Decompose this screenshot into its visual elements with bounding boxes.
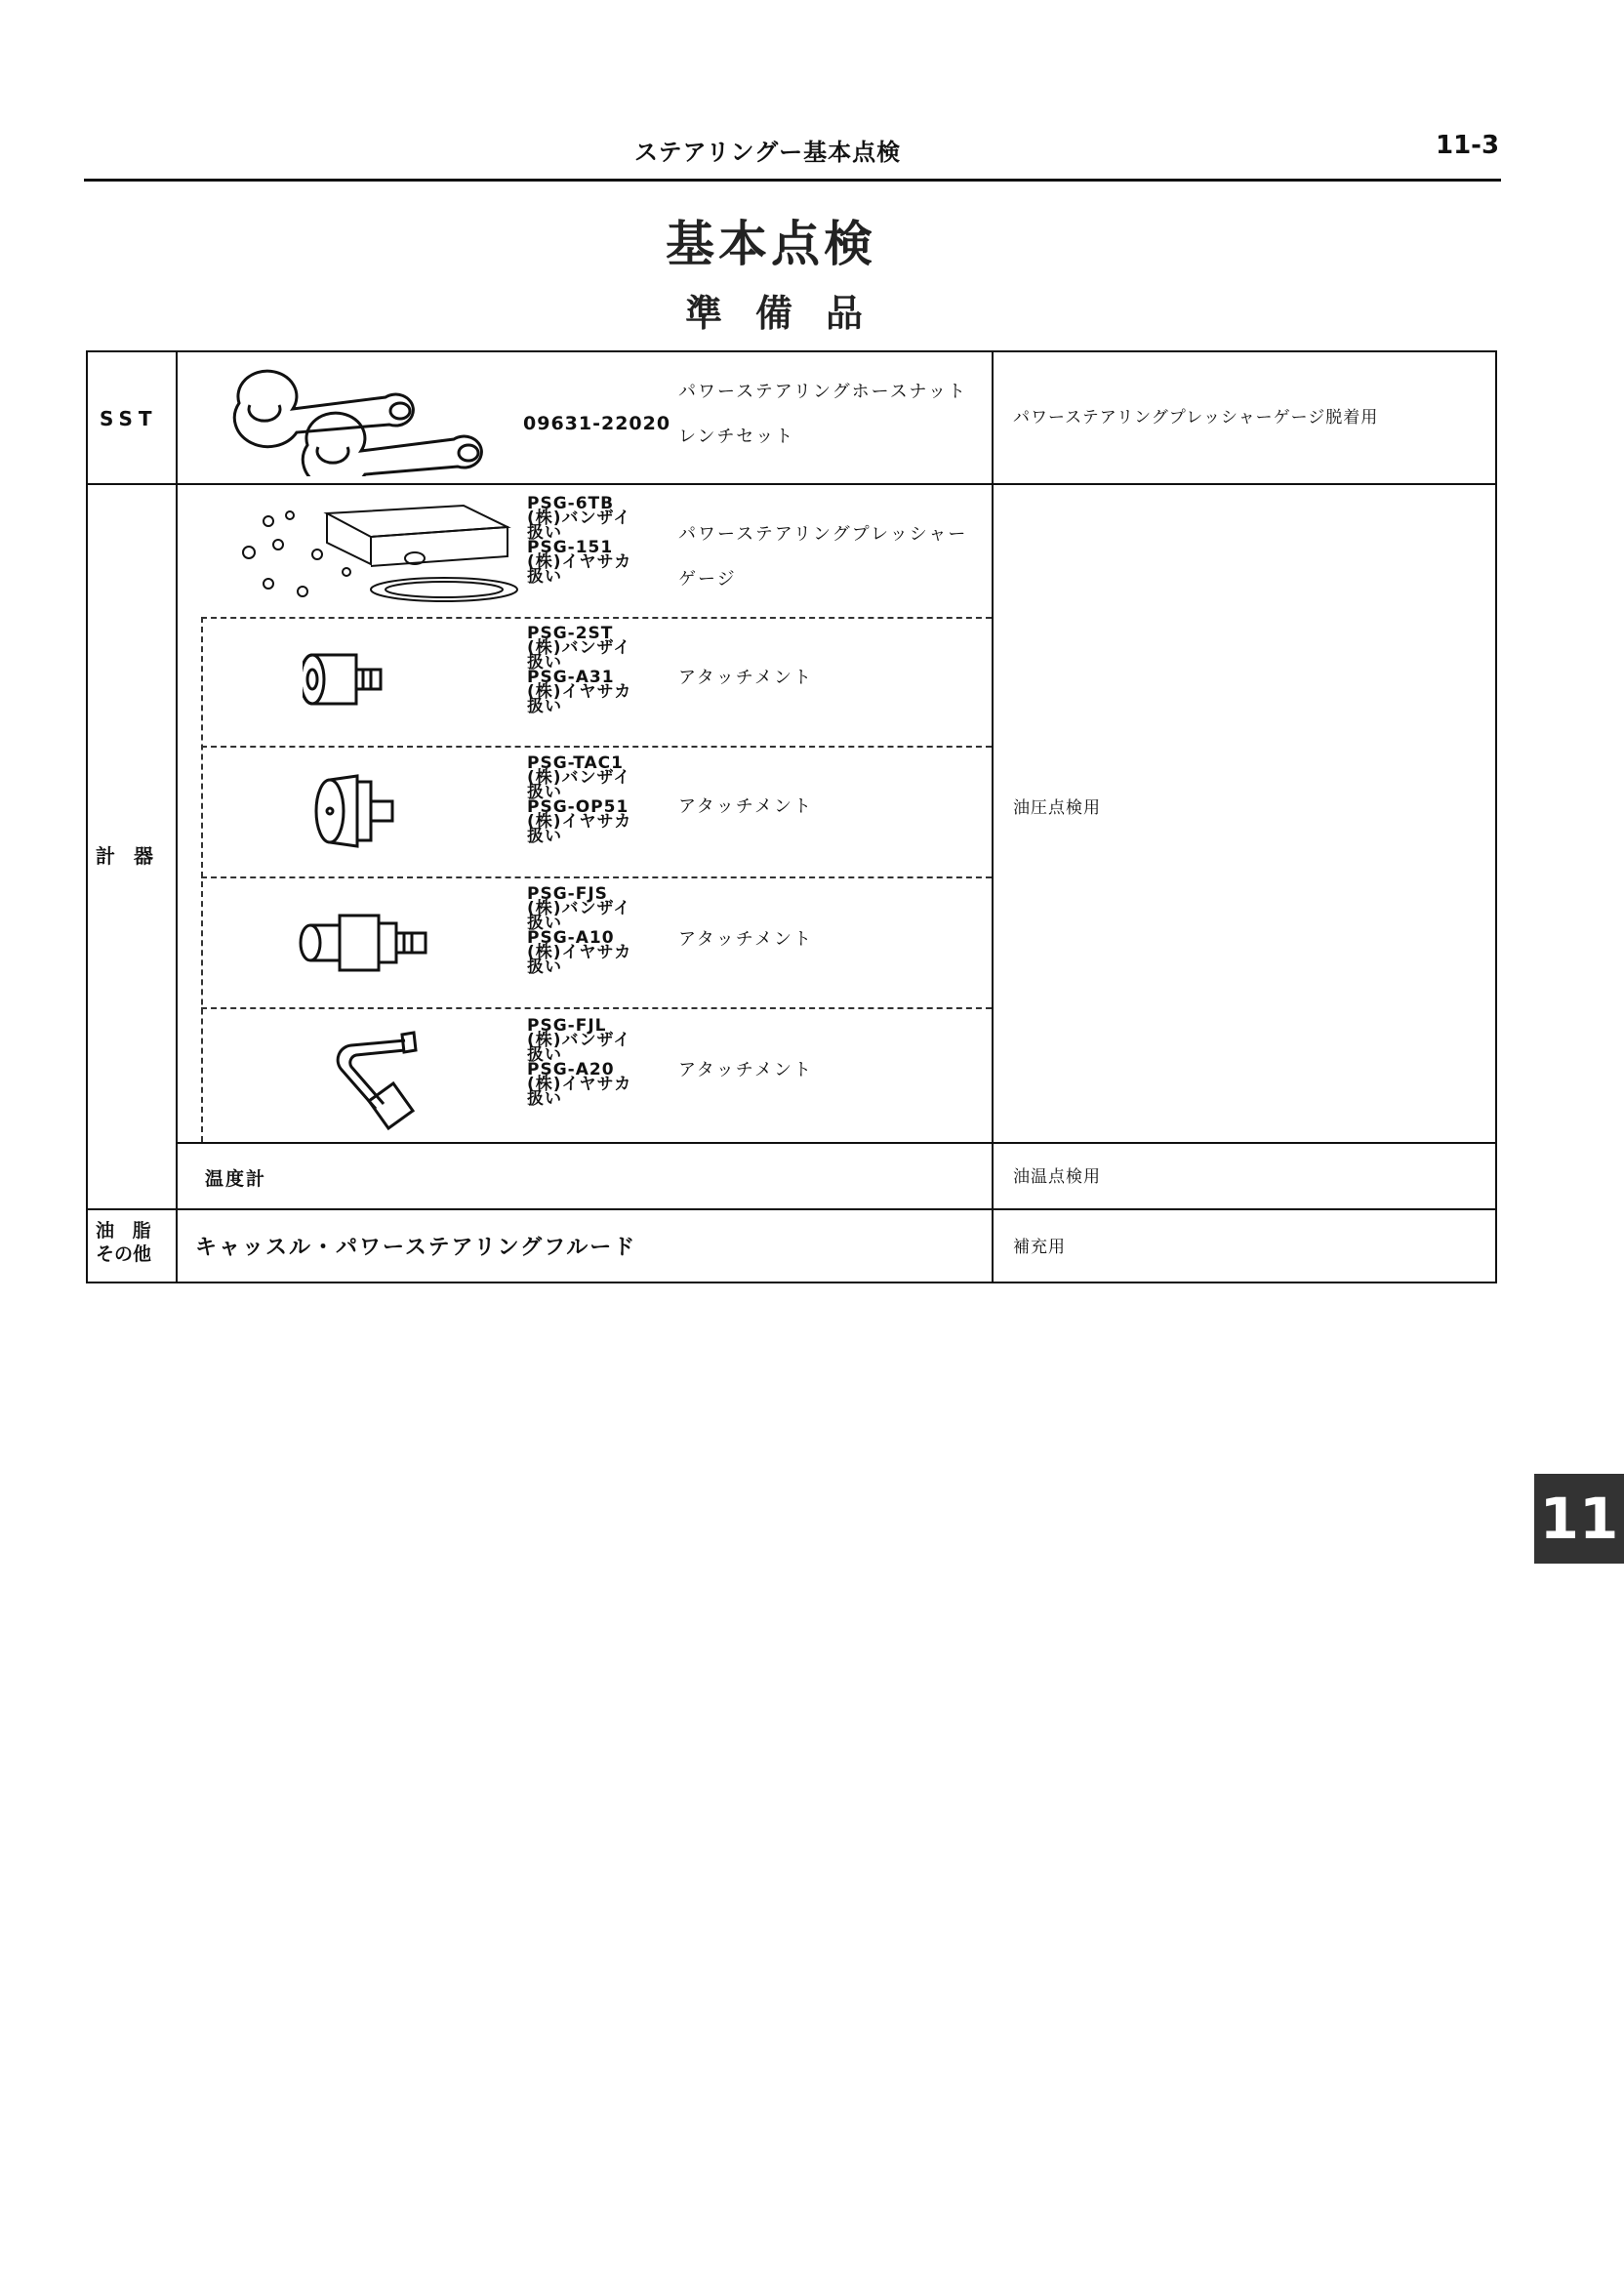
main-title: 基本点検: [666, 216, 876, 272]
gauge-row-3-name: アタッチメント: [678, 796, 814, 817]
section-tab-marker: 11: [1534, 1474, 1624, 1564]
gauge-row-3-codes: PSG-TAC1 (株)バンザイ 扱い PSG-OP51 (株)イヤサカ 扱い: [527, 753, 632, 846]
equipment-table: [86, 350, 1497, 1283]
sub-title: 準備品: [684, 292, 896, 335]
gauge-row-4-codes: PSG-FJS (株)バンザイ 扱い PSG-A10 (株)イヤサカ 扱い: [527, 884, 632, 977]
gauge-row-2-codes: PSG-2ST (株)バンザイ 扱い PSG-A31 (株)イヤサカ 扱い: [527, 624, 632, 716]
gauge-row-1-name: パワーステアリングプレッシャーゲージ: [678, 524, 968, 590]
gauge-row-4-name: アタッチメント: [678, 929, 814, 950]
header-rule: [84, 179, 1501, 182]
gauge-category: 計 器: [96, 844, 159, 868]
gauge-row-1-codes: PSG-6TB (株)バンザイ 扱い PSG-151 (株)イヤサカ 扱い: [527, 494, 632, 587]
thermometer-name: 温度計: [205, 1168, 267, 1190]
gauge-row-2-name: アタッチメント: [678, 668, 814, 688]
sst-part-number: 09631-22020: [523, 413, 671, 434]
oil-category-line2: その他: [96, 1243, 152, 1265]
thermometer-use: 油温点検用: [1013, 1167, 1101, 1187]
wrench-set-icon: [224, 364, 556, 476]
oil-name: キャッスル・パワーステアリングフルード: [195, 1236, 637, 1260]
oil-category: [96, 1219, 157, 1266]
attachment-icon: [310, 767, 408, 855]
page-number: 11-3: [1436, 131, 1500, 160]
bent-pipe-icon: [312, 1021, 429, 1133]
gauge-row-5-codes: PSG-FJL (株)バンザイ 扱い PSG-A20 (株)イヤサカ 扱い: [527, 1016, 632, 1109]
oil-category-line1: 油 脂: [96, 1220, 157, 1242]
gauge-kit-icon: [229, 494, 542, 611]
gauge-row-5-name: アタッチメント: [678, 1060, 814, 1080]
oil-use: 補充用: [1013, 1238, 1066, 1257]
sst-name: [678, 370, 986, 460]
header-title: ステアリングー基本点検: [634, 139, 902, 166]
sst-category: SST: [100, 407, 158, 430]
sst-name-text: パワーステアリングホースナットレンチセット: [678, 382, 968, 447]
attachment-icon: [303, 640, 400, 718]
gauge-use: 油圧点検用: [1013, 798, 1101, 818]
sst-use: パワーステアリングプレッシャーゲージ脱着用: [1013, 408, 1379, 428]
attachment-icon: [293, 904, 439, 982]
